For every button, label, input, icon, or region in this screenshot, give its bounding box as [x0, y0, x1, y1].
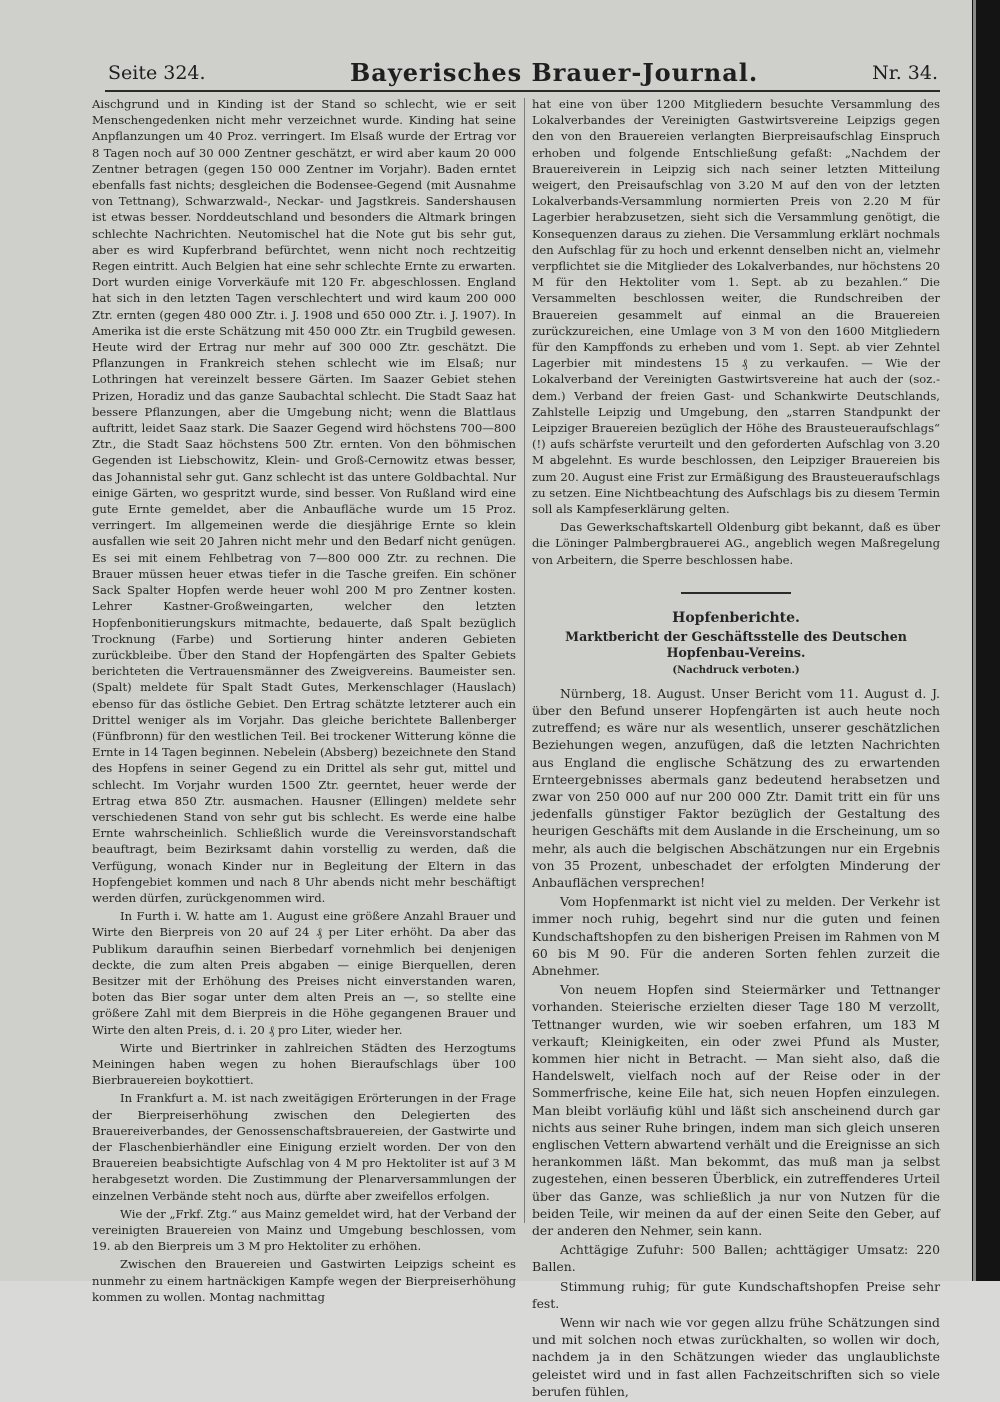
reprint-note: (Nachdruck verboten.)	[672, 664, 800, 676]
page-header	[108, 58, 938, 88]
page-number: Seite 324.	[108, 62, 206, 84]
paragraph: Stimmung ruhig; für gute Kundschaftshopfen Preise sehr fest.	[532, 1278, 940, 1311]
paragraph: Nürnberg, 18. August. Unser Bericht vom 11. August d. J. über den Befund unserer Hopfengärten ist auch heute noch zutreffend; es wäre nur als wesentlich, unserer geschätzlichen Beziehungen wegen, anzufügen, daß die letzten Nachrichten aus England die englische Schätzung des zu erwartenden Ernteergebnisses abermals ganz bedeutend herabsetzen und zwar von 250 000 auf nur 200 000 Ztr. Damit tritt ein für uns jedenfalls günstiger Faktor bezüglich der Gestaltung des heurigen Geschäfts mit dem Auslande in die Erscheinung, um so mehr, als auch die belgischen Abschätzungen nur ein Ergebnis von 35 Prozent, unbeschadet der erfolgten Minderung der Anbauflächen versprechen!	[532, 685, 940, 890]
paragraph: Zwischen den Brauereien und Gastwirten Leipzigs scheint es nunmehr zu einem hartnäckigen Kampfe wegen der Bierpreiserhöhung kommen zu wollen. Montag nachmittag	[92, 1257, 516, 1304]
paragraph: Wirte und Biertrinker in zahlreichen Städten des Herzogtums Meiningen haben wegen zu hohen Bieraufschlags über 100 Bierbrauereien boykottiert.	[92, 1040, 516, 1088]
paragraph: Wenn wir nach wie vor gegen allzu frühe Schätzungen sind und mit solchen noch etwas zurückhalten, so wollen wir doch, nachdem ja in den Schätzungen wieder das unglaublichste geleistet wird und in fast allen Fachzeitschriften sich so viele berufen fühlen,	[532, 1315, 940, 1399]
paragraph: Wie der „Frkf. Ztg.“ aus Mainz gemeldet wird, hat der Verband der vereinigten Brauereien von Mainz und Umgebung beschlossen, vom 19. ab den Bierpreis um 3 M pro Hektoliter zu erhöhen.	[92, 1206, 516, 1254]
header-rule	[105, 90, 940, 92]
paragraph: Das Gewerkschaftskartell Oldenburg gibt bekannt, daß es über die Löninger Palmbergbrauerei AG., angeblich wegen Maßregelung von Arbeitern, die Sperre beschlossen habe.	[532, 520, 940, 567]
article-title: Marktbericht der Geschäftsstelle des Deutschen Hopfenbau-Vereins.	[565, 629, 907, 661]
right-column	[532, 96, 940, 1402]
journal-title: Bayerisches Brauer-Journal.	[350, 58, 759, 87]
market-report	[532, 685, 940, 1400]
paragraph: Achttägige Zufuhr: 500 Ballen; achttägiger Umsatz: 220 Ballen.	[532, 1242, 940, 1275]
paragraph: Vom Hopfenmarkt ist nicht viel zu melden. Der Verkehr ist immer noch ruhig, begehrt sind nur die guten und feinen Kundschaftshopfen zu den bisherigen Preisen im Rahmen von M 60 bis M 90. Für die anderen Sorten fehlen zurzeit die Abnehmer.	[532, 894, 940, 978]
paragraph: In Furth i. W. hatte am 1. August eine größere Anzahl Brauer und Wirte den Bierpreis von 20 auf 24 ₰ per Liter erhöht. Da aber das Publikum daraufhin seinen Bierbedarf vornehmlich bei denjenigen deckte, die zum alten Preis abgaben — einige Bierquellen, deren Besitzer mit der Erhöhung des Preises nicht einverstanden waren, boten das Bier sogar unter dem alten Preis an —, so stellte eine größere Zahl mit dem Bierpreis in die Höhe gegangenen Brauer und Wirte den alten Preis, d. i. 20 ₰ pro Liter, wieder her.	[92, 909, 516, 1037]
paragraph: Aischgrund und in Kinding ist der Stand so schlecht, wie er seit Menschengedenken nicht mehr verzeichnet wurde. Kinding hat seine Anpflanzungen um 40 Proz. verringert. Im Elsaß wurde der Ertrag vor 8 Tagen noch auf 30 000 Zentner geschätzt, er wird aber kaum 20 000 Zentner betragen (gegen 150 000 Zentner im Vorjahr). Baden erntet ebenfalls fast nichts; desgleichen die Bodensee-Gegend (mit Ausnahme von Tettnang), Schwarzwald-, Neckar- und Jagstkreis. Sandershausen ist etwas besser. Norddeutschland und besonders die Altmark bringen schlechte Nachrichten. Neutomischel hat die Note gut bis sehr gut, aber es wird Kupferbrand befürchtet, wenn nicht noch rechtzeitig Regen eintritt. Auch Belgien hat eine sehr schlechte Ernte zu erwarten. Dort wurden einige Vorverkäufe mit 120 Fr. abgeschlossen. England hat sich in den letzten Tagen verschlechtert und wird kaum 200 000 Ztr. ernten (gegen 480 000 Ztr. i. J. 1908 und 650 000 Ztr. i. J. 1907). In Amerika ist die erste Schätzung mit 450 000 Ztr. ein Trugbild gewesen. Heute wird der Ertrag nur mehr auf 300 000 Ztr. geschätzt. Die Pflanzungen in Frankreich stehen schlecht wie im Elsaß; nur Lothringen hat vereinzelt bessere Gärten. Im Saazer Gebiet stehen Prizen, Horadiz und das ganze Saubachtal schlecht. Die Stadt Saaz hat bessere Pflanzungen, aber die Umgebung nicht; wenn die Blattlaus auftritt, leidet Saaz stark. Die Saazer Gegend wird höchstens 700—800 Ztr., die Stadt Saaz höchstens 500 Ztr. ernten. Von den böhmischen Gegenden ist Liebschowitz, Klein- und Groß-Cernowitz etwas besser, das Johannistal sehr gut. Ganz schlecht ist das untere Goldbachtal. Nur einige Gärten, wo gespritzt wurde, sind besser. Von Rußland wird eine gute Ernte gemeldet, aber die Anbaufläche wurde um 15 Proz. verringert. Im allgemeinen werde die diesjährige Ernte so klein ausfallen wie seit 20 Jahren nicht mehr und den Bedarf nicht genügen. Es sei mit einem Fehlbetrag von 7—800 000 Ztr. zu rechnen. Die Brauer müssen heuer etwas tiefer in die Tasche greifen. Ein schöner Sack Spalter Hopfen werde heuer wohl 200 M pro Zentner kosten. Lehrer Kastner-Großweingarten, welcher den letzten Hopfenbonitierungskurs mitmachte, bedauerte, daß Spalt bezüglich Trocknung (Farbe) und Sortierung hinter anderen Gebieten zurückbleibe. Über den Stand der Hopfengärten des Spalter Gebiets berichteten die Vertrauensmänner des Zweigvereins. Baumeister sen. (Spalt) meldete für Spalt Stadt Gutes, Merkenschlager (Hauslach) ebenso für das östliche Gebiet. Den Ertrag schätzte letzterer auch ein Drittel weniger als im Vorjahr. Das gleiche berichtete Ballenberger (Fünfbronn) für den westlichen Teil. Bei trockener Witterung könne die Ernte in 14 Tagen beginnen. Nebelein (Absberg) bezeichnete den Stand des Hopfens in seiner Gegend zu ein Drittel als sehr gut, mittel und schlecht. Im Vorjahr wurden 1500 Ztr. geerntet, heuer werde der Ertrag etwa 850 Ztr. ausmachen. Hausner (Ellingen) meldete sehr verschiedenen Stand von sehr gut bis schlecht. Es werde eine halbe Ernte wahrscheinlich. Schließlich wurde die Vereinsvorstandschaft beauftragt, beim Bezirksamt dahin vorstellig zu werden, daß die Verfügung, wonach Kinder nur in Begleitung der Eltern in das Hopfengebiet kommen und nach 8 Uhr abends nicht mehr beschäftigt werden dürfen, zurückgenommen wird.	[92, 97, 516, 905]
section-title: Hopfenberichte.	[672, 609, 800, 626]
paragraph: hat eine von über 1200 Mitgliedern besuchte Versammlung des Lokalverbandes der Vereinigten Gastwirtsvereine Leipzigs gegen den von den Brauereien verlangten Bierpreisaufschlag Einspruch erhoben und folgende Entschließung gefaßt: „Nachdem der Brauereiverein in Leipzig sich nach seiner letzten Mitteilung weigert, den Preisaufschlag von 3.20 M auf den von der letzten Lokalverbands-Versammlung normierten Preis von 2.20 M für Lagerbier herabzusetzen, sieht sich die Versammlung genötigt, die Konsequenzen daraus zu ziehen. Die Versammlung erklärt nochmals den Aufschlag für zu hoch und erkennt denselben nicht an, vielmehr verpflichtet sie die Mitglieder des Lokalverbandes, nur höchstens 20 M für den Hektoliter vom 1. Sept. ab zu bezahlen.“ Die Versammelten beschlossen weiter, die Rundschreiben der Brauereien gesammelt auf einmal an die Brauereien zurückzureichen, eine Umlage von 3 M von den 1600 Mitgliedern für den Kampffonds zu erheben und vom 1. Sept. ab vier Zehntel Lagerbier mit mindestens 15 ₰ zu verkaufen. — Wie der Lokalverband der Vereinigten Gastwirtsvereine hat auch der (soz.-dem.) Verband der freien Gast- und Schankwirte Deutschlands, Zahlstelle Leipzig und Umgebung, den „starren Standpunkt der Leipziger Brauereien bezüglich der Höhe des Brausteueraufschlags“ (!) aufs schärfste verurteilt und den geforderten Aufschlag von 3.20 M abgelehnt. Es wurde beschlossen, den Leipziger Brauereien bis zum 20. August eine Frist zur Ermäßigung des Brausteueraufschlags zu setzen. Eine Nichtbeachtung des Aufschlags bis zu diesem Termin soll als Kampfeserklärung gelten.	[532, 97, 940, 517]
paragraph: Von neuem Hopfen sind Steiermärker und Tettnanger vorhanden. Steierische erzielten dieser Tage 180 M verzollt, Tettnanger wurden, wie wir soeben erfahren, um 183 M verkauft; Kleinigkeiten, ein oder zwei Pfund als Muster, kommen hier nicht in Betracht. — Man sieht also, daß die Handelswelt, vielfach noch auf der Reise oder in der Sommerfrische, keine Eile hat, sich neuen Hopfen einzulegen. Man bleibt vorläufig kühl und läßt sich anscheinend durch gar nichts aus seiner Ruhe bringen, indem man sich gleich unseren englischen Vettern abwartend verhält und die Ereignisse an sich herankommen läßt. Man bekommt, das muß man ja selbst zugestehen, einen besseren Überblick, ein zutreffenderes Urteil über das Ganze, was schließlich ja nur von Nutzen für die beiden Teile, wir meinen da auf der einen Seite den Geber, auf der anderen den Nehmer, sein kann.	[532, 982, 940, 1238]
column-divider	[524, 98, 525, 1223]
page-edge-shadow	[973, 0, 976, 1281]
section-separator	[681, 592, 791, 594]
issue-number: Nr. 34.	[872, 62, 938, 84]
left-column	[92, 96, 516, 1307]
paragraph: In Frankfurt a. M. ist nach zweitägigen Erörterungen in der Frage der Bierpreiserhöhung zwischen den Delegierten des Brauereiverbandes, der Genossenschaftsbrauereien, der Gastwirte und der Flaschenbierhändler eine Einigung erzielt worden. Der von den Brauereien beabsichtigte Aufschlag von 4 M pro Hektoliter ist auf 3 M herabgesetzt worden. Die Zustimmung der Plenarversammlungen der einzelnen Verbände steht noch aus, dürfte aber zweifellos erfolgen.	[92, 1091, 516, 1203]
dark-book-edge	[972, 0, 1000, 1281]
